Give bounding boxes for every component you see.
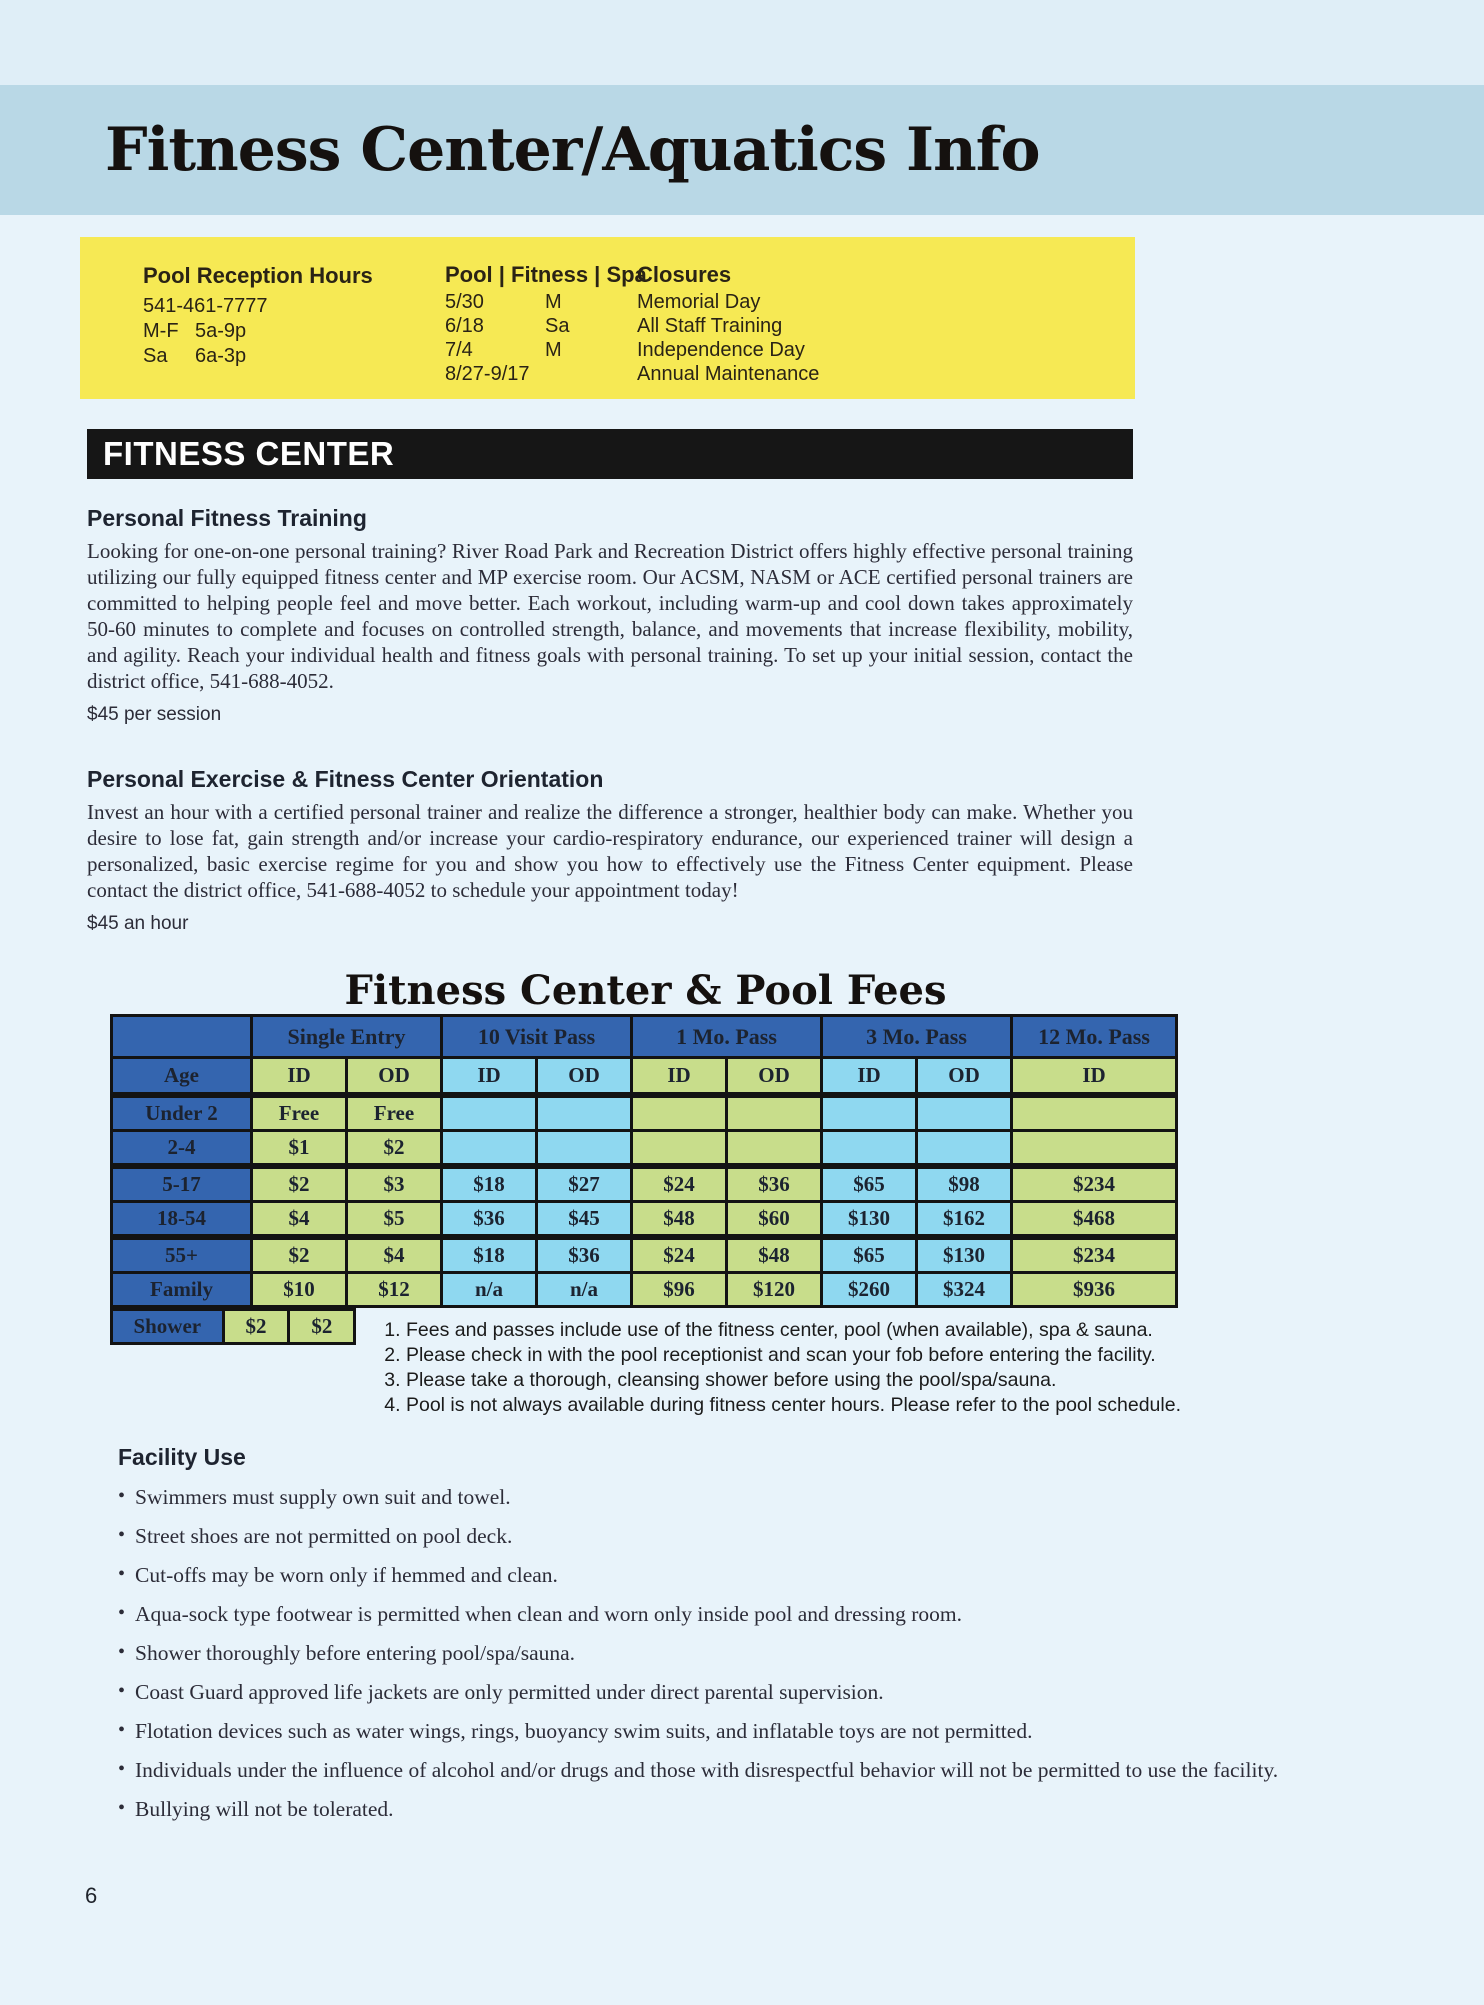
fee-cell: $468 (1012, 1202, 1177, 1236)
closure-name: All Staff Training (637, 315, 783, 337)
fee-cell: $260 (822, 1273, 917, 1307)
page-number: 6 (85, 1883, 98, 1908)
pool-info-box (80, 237, 1135, 399)
fee-cell (727, 1097, 822, 1131)
fee-cell: $10 (252, 1273, 347, 1307)
reception-hours-row (143, 344, 445, 369)
table-row (112, 1097, 1177, 1131)
fee-cell: $2 (252, 1168, 347, 1202)
fee-cell: n/a (537, 1273, 632, 1307)
bullet-item: • Cut-offs may be worn only if hemmed and clean. (118, 1562, 1408, 1588)
fee-cell: $130 (917, 1239, 1012, 1273)
closure-date: 5/30 (445, 291, 484, 313)
reception-hours (143, 263, 445, 399)
fee-cell (632, 1097, 727, 1131)
fee-cell: $4 (347, 1239, 442, 1273)
fee-cell (822, 1131, 917, 1165)
sub-header-cell: OD (537, 1058, 632, 1094)
fee-cell: $45 (537, 1202, 632, 1236)
section-body: Invest an hour with a certified personal trainer and realize the difference a stronger, healthier body can make. Whether you desire to lose fat, gain strength and/or increase your cardio-respiratory endurance, our experienced trainer will design a personalized, basic exercise regime for you and show you how to effectively use the Fitness Center equipment. Please contact the district office, 541-688-4052 to schedule your appointment today! (87, 800, 1133, 902)
bullet-item: • Flotation devices such as water wings, rings, buoyancy swim suits, and inflatable toys are not permitted. (118, 1718, 1408, 1744)
table-row (112, 1168, 1177, 1202)
fee-cell: $18 (442, 1239, 537, 1273)
fees-table-area (110, 967, 1181, 1418)
fee-cell: $65 (822, 1168, 917, 1202)
closure-day: M (545, 291, 562, 313)
sub-header-cell: ID (252, 1058, 347, 1094)
fee-cell (537, 1097, 632, 1131)
group-header: 3 Mo. Pass (822, 1016, 1012, 1058)
facility-use-heading: Facility Use (118, 1444, 246, 1470)
price-label: $45 an hour (87, 913, 189, 934)
sub-header-cell: OD (727, 1058, 822, 1094)
fee-cell: $48 (632, 1202, 727, 1236)
fee-cell: $2 (347, 1131, 442, 1165)
closure-day: Sa (545, 315, 570, 337)
closure-name: Independence Day (637, 339, 805, 361)
fee-cell: $36 (537, 1239, 632, 1273)
note-item: 4. Pool is not always available during fitness center hours. Please refer to the pool schedule. (384, 1394, 1181, 1416)
closure-date: 7/4 (445, 339, 473, 361)
fee-cell: $24 (632, 1168, 727, 1202)
fee-cell (1012, 1097, 1177, 1131)
fee-cell: $4 (252, 1202, 347, 1236)
fee-cell: $234 (1012, 1168, 1177, 1202)
time-label: 5a-9p (195, 320, 247, 342)
closures-title-left: Pool | Fitness | Spa (445, 262, 647, 287)
age-cell: 5-17 (112, 1168, 252, 1202)
fee-cell: $2 (252, 1239, 347, 1273)
fee-cell: $2 (223, 1310, 289, 1344)
bullet-item: • Swimmers must supply own suit and towel. (118, 1484, 1408, 1510)
closure-date: 6/18 (445, 315, 484, 337)
fee-cell: $24 (632, 1239, 727, 1273)
group-header: 12 Mo. Pass (1012, 1016, 1177, 1058)
fitness-center-section-bar: FITNESS CENTER (87, 429, 1133, 479)
days-label: M-F (143, 320, 179, 342)
fee-cell: Free (252, 1097, 347, 1131)
note-item: 2. Please check in with the pool receptionist and scan your fob before entering the facility. (384, 1344, 1156, 1366)
age-cell: 18-54 (112, 1202, 252, 1236)
fee-cell (442, 1097, 537, 1131)
bullet-item: • Aqua-sock type footwear is permitted when clean and worn only inside pool and dressing room. (118, 1601, 1408, 1627)
fee-cell: $1 (252, 1131, 347, 1165)
closures (445, 263, 819, 399)
fee-cell: $36 (727, 1168, 822, 1202)
group-header: 10 Visit Pass (442, 1016, 632, 1058)
fee-cell: $120 (727, 1273, 822, 1307)
fee-cell: $324 (917, 1273, 1012, 1307)
page-title: Fitness Center/Aquatics Info (105, 115, 1040, 185)
fee-cell: $96 (632, 1273, 727, 1307)
fee-cell: $130 (822, 1202, 917, 1236)
bullet-item: • Street shoes are not permitted on pool deck. (118, 1523, 1408, 1549)
fee-cell (917, 1131, 1012, 1165)
title-band (0, 85, 1484, 215)
age-cell: 2-4 (112, 1131, 252, 1165)
fee-cell: $18 (442, 1168, 537, 1202)
closures-title-right: Closures (637, 262, 732, 287)
fee-cell: $48 (727, 1239, 822, 1273)
closure-day: M (545, 339, 562, 361)
fees-row-group (110, 1237, 1178, 1308)
orientation-section (87, 766, 1133, 935)
fee-cell (632, 1131, 727, 1165)
fee-cell: $36 (442, 1202, 537, 1236)
fee-cell: $162 (917, 1202, 1012, 1236)
days-label: Sa (143, 345, 168, 367)
fee-cell: $5 (347, 1202, 442, 1236)
closure-date: 8/27-9/17 (445, 363, 530, 385)
fee-cell (1012, 1131, 1177, 1165)
sub-header-cell: ID (632, 1058, 727, 1094)
sub-header-cell: ID (1012, 1058, 1177, 1094)
closure-day (545, 362, 637, 386)
section-heading: Personal Fitness Training (87, 505, 367, 531)
sub-header-cell: ID (442, 1058, 537, 1094)
fees-table-title: Fitness Center & Pool Fees (344, 967, 947, 1014)
fee-cell (727, 1131, 822, 1165)
closure-name: Memorial Day (637, 291, 761, 313)
fee-cell (917, 1097, 1012, 1131)
age-header-cell: Age (112, 1058, 252, 1094)
table-row (112, 1202, 1177, 1236)
table-row (112, 1239, 1177, 1273)
fee-cell: $2 (289, 1310, 355, 1344)
page (0, 85, 1484, 2005)
sub-header-cell: OD (347, 1058, 442, 1094)
fee-cell (442, 1131, 537, 1165)
fee-cell: n/a (442, 1273, 537, 1307)
age-cell: Family (112, 1273, 252, 1307)
fee-cell: $98 (917, 1168, 1012, 1202)
facility-use-section (118, 1444, 1408, 1822)
fee-cell: $60 (727, 1202, 822, 1236)
bullet-item: • Coast Guard approved life jackets are only permitted under direct parental supervision. (118, 1679, 1408, 1705)
corner-cell (112, 1016, 252, 1058)
shower-and-notes-row (110, 1308, 1181, 1418)
shower-row-group (110, 1308, 356, 1345)
fee-cell: $936 (1012, 1273, 1177, 1307)
section-heading: Personal Exercise & Fitness Center Orientation (87, 766, 604, 792)
fee-cell: $12 (347, 1273, 442, 1307)
time-label: 6a-3p (195, 345, 247, 367)
fee-cell (537, 1131, 632, 1165)
age-cell: Under 2 (112, 1097, 252, 1131)
fee-cell: $65 (822, 1239, 917, 1273)
bullet-item: • Shower thoroughly before entering pool/spa/sauna. (118, 1640, 1408, 1666)
note-item: 3. Please take a thorough, cleansing shower before using the pool/spa/sauna. (384, 1369, 1057, 1391)
bullet-item: • Individuals under the influence of alcohol and/or drugs and those with disrespectful behavior will not be permitted to use the facility. (118, 1757, 1408, 1783)
closure-name: Annual Maintenance (637, 363, 820, 385)
personal-fitness-training-section (87, 505, 1133, 726)
fees-table-header (110, 1014, 1178, 1095)
note-item: 1. Fees and passes include use of the fitness center, pool (when available), spa & sauna. (384, 1319, 1153, 1341)
age-cell: Shower (112, 1310, 224, 1344)
fees-row-group (110, 1095, 1178, 1166)
notes-list (384, 1318, 1181, 1418)
bullet-item: • Bullying will not be tolerated. (118, 1796, 1408, 1822)
fee-cell: $234 (1012, 1239, 1177, 1273)
fee-cell (822, 1097, 917, 1131)
reception-hours-row (143, 319, 445, 344)
fee-cell: $3 (347, 1168, 442, 1202)
sub-header-cell: OD (917, 1058, 1012, 1094)
reception-hours-title: Pool Reception Hours (143, 263, 373, 288)
table-row (112, 1273, 1177, 1307)
group-header: 1 Mo. Pass (632, 1016, 822, 1058)
section-body: Looking for one-on-one personal training? River Road Park and Recreation District offers highly effective personal training utilizing our fully equipped fitness center and MP exercise room. Our ACSM, NASM or ACE certified personal trainers are committed to helping people feel and move better. Each workout, including warm-up and cool down takes approximately 50-60 minutes to complete and focuses on controlled strength, balance, and movements that increase flexibility, mobility, and agility. Reach your individual health and fitness goals with personal training. To set up your initial session, contact the district office, 541-688-4052. (87, 539, 1133, 693)
sub-header-cell: ID (822, 1058, 917, 1094)
price-label: $45 per session (87, 704, 222, 725)
age-cell: 55+ (112, 1239, 252, 1273)
fee-cell: $27 (537, 1168, 632, 1202)
fee-cell: Free (347, 1097, 442, 1131)
table-row (112, 1310, 355, 1344)
fees-row-group (110, 1166, 1178, 1237)
group-header: Single Entry (252, 1016, 442, 1058)
table-row (112, 1131, 1177, 1165)
reception-phone: 541-461-7777 (143, 295, 268, 317)
